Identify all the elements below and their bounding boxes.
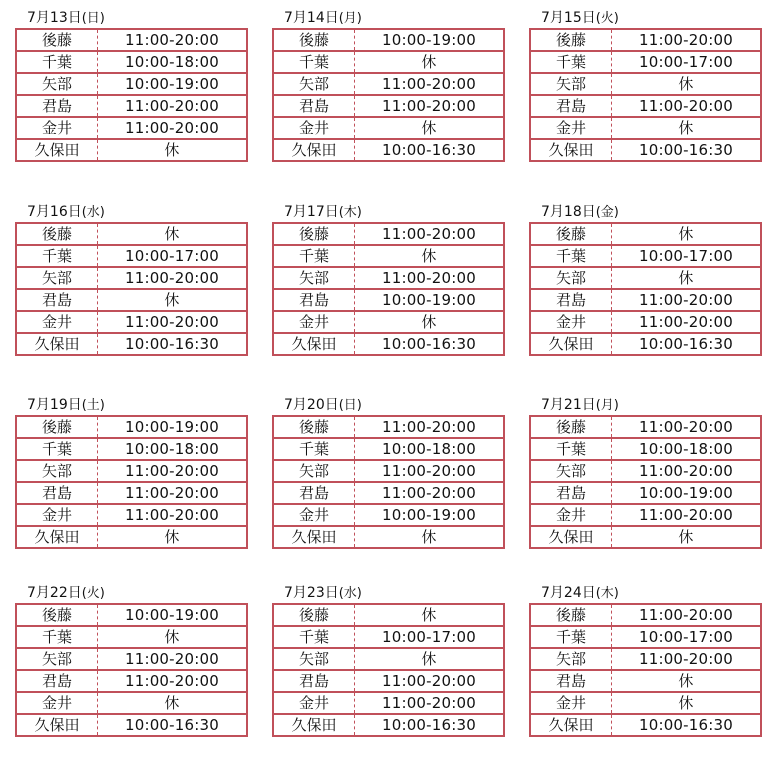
staff-name: 久保田 — [273, 333, 355, 355]
table-row — [530, 648, 761, 670]
table-row — [273, 139, 504, 161]
staff-name: 後藤 — [273, 416, 355, 438]
staff-name: 久保田 — [273, 139, 355, 161]
shift-time: 休 — [355, 311, 505, 333]
staff-name: 君島 — [16, 289, 98, 311]
table-row — [16, 245, 247, 267]
staff-name: 久保田 — [530, 526, 612, 548]
staff-name: 千葉 — [273, 626, 355, 648]
staff-name: 君島 — [16, 670, 98, 692]
shift-time: 休 — [612, 117, 762, 139]
shift-time: 休 — [355, 648, 505, 670]
table-row — [16, 117, 247, 139]
staff-name: 君島 — [530, 289, 612, 311]
table-row — [16, 289, 247, 311]
day-date: 7月20日 — [284, 397, 339, 413]
staff-name: 後藤 — [16, 29, 98, 51]
day-title — [529, 395, 762, 415]
shift-time: 10:00-16:30 — [355, 714, 505, 736]
shift-time: 11:00-20:00 — [612, 95, 762, 117]
shift-time: 10:00-18:00 — [98, 51, 248, 73]
schedule-table — [15, 415, 248, 549]
table-row — [16, 670, 247, 692]
day-of-week: (日) — [81, 11, 105, 26]
staff-name: 千葉 — [16, 438, 98, 460]
day-date: 7月18日 — [541, 204, 596, 220]
staff-name: 千葉 — [16, 245, 98, 267]
staff-name: 千葉 — [530, 438, 612, 460]
table-row — [273, 482, 504, 504]
day-schedule — [272, 395, 505, 549]
shift-time: 11:00-20:00 — [355, 460, 505, 482]
day-title — [272, 395, 505, 415]
shift-time: 11:00-20:00 — [98, 504, 248, 526]
table-row — [273, 648, 504, 670]
day-title — [15, 395, 248, 415]
staff-name: 矢部 — [16, 460, 98, 482]
staff-name: 君島 — [273, 670, 355, 692]
table-row — [16, 311, 247, 333]
day-of-week: (土) — [81, 398, 105, 413]
staff-name: 千葉 — [273, 245, 355, 267]
staff-name: 後藤 — [530, 416, 612, 438]
table-row — [273, 333, 504, 355]
shift-time: 11:00-20:00 — [355, 482, 505, 504]
shift-time: 休 — [355, 245, 505, 267]
staff-name: 千葉 — [16, 626, 98, 648]
day-date: 7月19日 — [27, 397, 82, 413]
staff-name: 千葉 — [16, 51, 98, 73]
shift-time: 11:00-20:00 — [98, 648, 248, 670]
day-of-week: (月) — [338, 11, 362, 26]
day-schedule — [15, 395, 248, 549]
table-row — [273, 416, 504, 438]
table-row — [530, 504, 761, 526]
day-title — [15, 583, 248, 603]
table-row — [16, 692, 247, 714]
staff-name: 千葉 — [530, 245, 612, 267]
day-schedule — [529, 395, 762, 549]
day-date: 7月23日 — [284, 585, 339, 601]
table-row — [530, 692, 761, 714]
shift-time: 休 — [612, 73, 762, 95]
shift-time: 10:00-18:00 — [98, 438, 248, 460]
shift-time: 10:00-19:00 — [355, 29, 505, 51]
table-row — [273, 714, 504, 736]
staff-name: 君島 — [530, 95, 612, 117]
day-title — [15, 202, 248, 222]
table-row — [273, 526, 504, 548]
shift-time: 10:00-19:00 — [98, 416, 248, 438]
schedule-table — [272, 415, 505, 549]
day-schedule — [15, 583, 248, 737]
day-of-week: (火) — [595, 11, 619, 26]
shift-time: 11:00-20:00 — [355, 267, 505, 289]
table-row — [273, 95, 504, 117]
shift-time: 休 — [612, 267, 762, 289]
schedule-table — [529, 222, 762, 356]
staff-name: 久保田 — [16, 526, 98, 548]
table-row — [16, 416, 247, 438]
shift-time: 10:00-16:30 — [98, 333, 248, 355]
shift-time: 11:00-20:00 — [98, 267, 248, 289]
staff-name: 千葉 — [530, 51, 612, 73]
day-title — [272, 583, 505, 603]
staff-name: 金井 — [16, 311, 98, 333]
staff-name: 久保田 — [530, 714, 612, 736]
staff-name: 矢部 — [16, 267, 98, 289]
shift-time: 11:00-20:00 — [612, 648, 762, 670]
shift-time: 休 — [355, 526, 505, 548]
shift-time: 10:00-19:00 — [355, 504, 505, 526]
shift-time: 10:00-17:00 — [98, 245, 248, 267]
shift-time: 休 — [355, 604, 505, 626]
table-row — [16, 648, 247, 670]
table-row — [16, 626, 247, 648]
shift-time: 10:00-16:30 — [612, 333, 762, 355]
day-of-week: (火) — [81, 586, 105, 601]
table-row — [530, 311, 761, 333]
day-title — [529, 583, 762, 603]
staff-name: 矢部 — [273, 460, 355, 482]
staff-name: 金井 — [273, 117, 355, 139]
shift-time: 休 — [98, 223, 248, 245]
day-of-week: (月) — [595, 398, 619, 413]
day-date: 7月13日 — [27, 10, 82, 26]
day-title — [272, 202, 505, 222]
staff-name: 金井 — [530, 504, 612, 526]
table-row — [273, 29, 504, 51]
staff-name: 君島 — [530, 482, 612, 504]
staff-name: 千葉 — [273, 51, 355, 73]
day-title — [272, 8, 505, 28]
table-row — [16, 139, 247, 161]
table-row — [530, 416, 761, 438]
table-row — [530, 289, 761, 311]
staff-name: 久保田 — [273, 714, 355, 736]
shift-time: 10:00-16:30 — [355, 139, 505, 161]
shift-time: 11:00-20:00 — [98, 482, 248, 504]
staff-name: 後藤 — [273, 604, 355, 626]
table-row — [16, 526, 247, 548]
staff-name: 金井 — [16, 692, 98, 714]
staff-name: 千葉 — [530, 626, 612, 648]
day-title — [15, 8, 248, 28]
table-row — [273, 311, 504, 333]
table-row — [530, 604, 761, 626]
table-row — [530, 73, 761, 95]
shift-time: 10:00-17:00 — [355, 626, 505, 648]
staff-name: 金井 — [530, 692, 612, 714]
staff-name: 矢部 — [16, 73, 98, 95]
shift-time: 休 — [98, 626, 248, 648]
staff-name: 矢部 — [530, 267, 612, 289]
table-row — [16, 604, 247, 626]
table-row — [16, 267, 247, 289]
schedule-table — [529, 415, 762, 549]
staff-name: 矢部 — [273, 648, 355, 670]
staff-name: 君島 — [16, 95, 98, 117]
day-schedule — [272, 8, 505, 162]
shift-time: 11:00-20:00 — [612, 416, 762, 438]
table-row — [16, 504, 247, 526]
shift-time: 11:00-20:00 — [98, 29, 248, 51]
staff-name: 矢部 — [530, 648, 612, 670]
day-of-week: (木) — [595, 586, 619, 601]
table-row — [273, 245, 504, 267]
staff-name: 矢部 — [273, 73, 355, 95]
shift-time: 11:00-20:00 — [612, 29, 762, 51]
table-row — [273, 117, 504, 139]
staff-name: 君島 — [273, 289, 355, 311]
staff-name: 後藤 — [16, 416, 98, 438]
day-date: 7月21日 — [541, 397, 596, 413]
day-of-week: (水) — [338, 586, 362, 601]
staff-name: 金井 — [273, 692, 355, 714]
shift-time: 11:00-20:00 — [612, 289, 762, 311]
table-row — [16, 29, 247, 51]
table-row — [273, 51, 504, 73]
table-row — [16, 223, 247, 245]
staff-name: 後藤 — [16, 223, 98, 245]
table-row — [273, 438, 504, 460]
shift-time: 10:00-19:00 — [98, 604, 248, 626]
table-row — [273, 626, 504, 648]
table-row — [273, 289, 504, 311]
shift-time: 休 — [612, 692, 762, 714]
table-row — [16, 51, 247, 73]
staff-name: 君島 — [16, 482, 98, 504]
day-title — [529, 202, 762, 222]
shift-time: 10:00-17:00 — [612, 51, 762, 73]
schedule-table — [15, 222, 248, 356]
staff-name: 久保田 — [530, 139, 612, 161]
staff-name: 後藤 — [530, 223, 612, 245]
staff-name: 久保田 — [16, 333, 98, 355]
table-row — [273, 504, 504, 526]
table-row — [530, 333, 761, 355]
day-of-week: (日) — [338, 398, 362, 413]
staff-name: 金井 — [530, 311, 612, 333]
staff-name: 千葉 — [273, 438, 355, 460]
table-row — [530, 670, 761, 692]
shift-time: 11:00-20:00 — [355, 223, 505, 245]
table-row — [530, 245, 761, 267]
table-row — [530, 29, 761, 51]
table-row — [273, 670, 504, 692]
shift-time: 11:00-20:00 — [98, 311, 248, 333]
day-date: 7月22日 — [27, 585, 82, 601]
table-row — [530, 460, 761, 482]
staff-name: 後藤 — [530, 29, 612, 51]
table-row — [273, 73, 504, 95]
staff-name: 矢部 — [530, 460, 612, 482]
table-row — [530, 714, 761, 736]
staff-name: 金井 — [530, 117, 612, 139]
day-schedule — [529, 8, 762, 162]
shift-time: 10:00-18:00 — [612, 438, 762, 460]
staff-name: 君島 — [273, 95, 355, 117]
table-row — [530, 95, 761, 117]
staff-name: 久保田 — [16, 714, 98, 736]
table-row — [16, 95, 247, 117]
table-row — [530, 223, 761, 245]
shift-time: 休 — [355, 117, 505, 139]
staff-name: 後藤 — [273, 29, 355, 51]
shift-time: 休 — [98, 289, 248, 311]
staff-name: 後藤 — [273, 223, 355, 245]
table-row — [530, 117, 761, 139]
staff-name: 矢部 — [273, 267, 355, 289]
table-row — [273, 267, 504, 289]
schedule-table — [529, 28, 762, 162]
shift-time: 11:00-20:00 — [355, 416, 505, 438]
shift-time: 11:00-20:00 — [612, 460, 762, 482]
shift-time: 11:00-20:00 — [98, 95, 248, 117]
day-date: 7月15日 — [541, 10, 596, 26]
shift-time: 休 — [98, 692, 248, 714]
shift-time: 10:00-17:00 — [612, 245, 762, 267]
table-row — [16, 460, 247, 482]
staff-name: 矢部 — [530, 73, 612, 95]
table-row — [16, 714, 247, 736]
shift-time: 10:00-18:00 — [355, 438, 505, 460]
shift-time: 11:00-20:00 — [612, 504, 762, 526]
table-row — [16, 73, 247, 95]
staff-name: 金井 — [16, 504, 98, 526]
shift-time: 10:00-16:30 — [355, 333, 505, 355]
table-row — [530, 526, 761, 548]
table-row — [530, 626, 761, 648]
table-row — [273, 460, 504, 482]
day-schedule — [272, 583, 505, 737]
shift-time: 11:00-20:00 — [355, 692, 505, 714]
shift-time: 11:00-20:00 — [355, 670, 505, 692]
staff-name: 金井 — [273, 311, 355, 333]
shift-time: 11:00-20:00 — [612, 604, 762, 626]
shift-time: 休 — [98, 526, 248, 548]
table-row — [273, 692, 504, 714]
shift-time: 11:00-20:00 — [355, 95, 505, 117]
schedule-table — [272, 222, 505, 356]
shift-time: 11:00-20:00 — [612, 311, 762, 333]
shift-time: 11:00-20:00 — [98, 117, 248, 139]
day-date: 7月16日 — [27, 204, 82, 220]
staff-name: 後藤 — [530, 604, 612, 626]
staff-name: 久保田 — [16, 139, 98, 161]
day-title — [529, 8, 762, 28]
shift-time: 10:00-17:00 — [612, 626, 762, 648]
staff-name: 久保田 — [273, 526, 355, 548]
table-row — [16, 482, 247, 504]
staff-name: 後藤 — [16, 604, 98, 626]
table-row — [530, 51, 761, 73]
shift-time: 10:00-19:00 — [98, 73, 248, 95]
shift-time: 11:00-20:00 — [98, 670, 248, 692]
shift-time: 10:00-16:30 — [98, 714, 248, 736]
day-of-week: (木) — [338, 205, 362, 220]
shift-time: 休 — [612, 223, 762, 245]
day-date: 7月24日 — [541, 585, 596, 601]
table-row — [273, 223, 504, 245]
staff-name: 君島 — [530, 670, 612, 692]
day-date: 7月14日 — [284, 10, 339, 26]
schedule-table — [15, 28, 248, 162]
staff-name: 矢部 — [16, 648, 98, 670]
day-schedule — [15, 202, 248, 356]
staff-name: 金井 — [273, 504, 355, 526]
day-schedule — [272, 202, 505, 356]
shift-time: 11:00-20:00 — [98, 460, 248, 482]
shift-time: 休 — [355, 51, 505, 73]
schedule-table — [272, 28, 505, 162]
table-row — [530, 482, 761, 504]
staff-name: 久保田 — [530, 333, 612, 355]
day-of-week: (水) — [81, 205, 105, 220]
staff-name: 君島 — [273, 482, 355, 504]
table-row — [530, 267, 761, 289]
day-schedule — [529, 583, 762, 737]
shift-time: 10:00-16:30 — [612, 714, 762, 736]
schedule-table — [15, 603, 248, 737]
shift-time: 10:00-19:00 — [355, 289, 505, 311]
day-date: 7月17日 — [284, 204, 339, 220]
shift-time: 11:00-20:00 — [355, 73, 505, 95]
shift-time: 10:00-16:30 — [612, 139, 762, 161]
table-row — [273, 604, 504, 626]
staff-name: 金井 — [16, 117, 98, 139]
table-row — [16, 438, 247, 460]
shift-time: 休 — [98, 139, 248, 161]
shift-time: 休 — [612, 670, 762, 692]
table-row — [530, 438, 761, 460]
day-of-week: (金) — [595, 205, 619, 220]
table-row — [530, 139, 761, 161]
day-schedule — [529, 202, 762, 356]
day-schedule — [15, 8, 248, 162]
shift-time: 10:00-19:00 — [612, 482, 762, 504]
table-row — [16, 333, 247, 355]
schedule-table — [529, 603, 762, 737]
shift-time: 休 — [612, 526, 762, 548]
schedule-table — [272, 603, 505, 737]
